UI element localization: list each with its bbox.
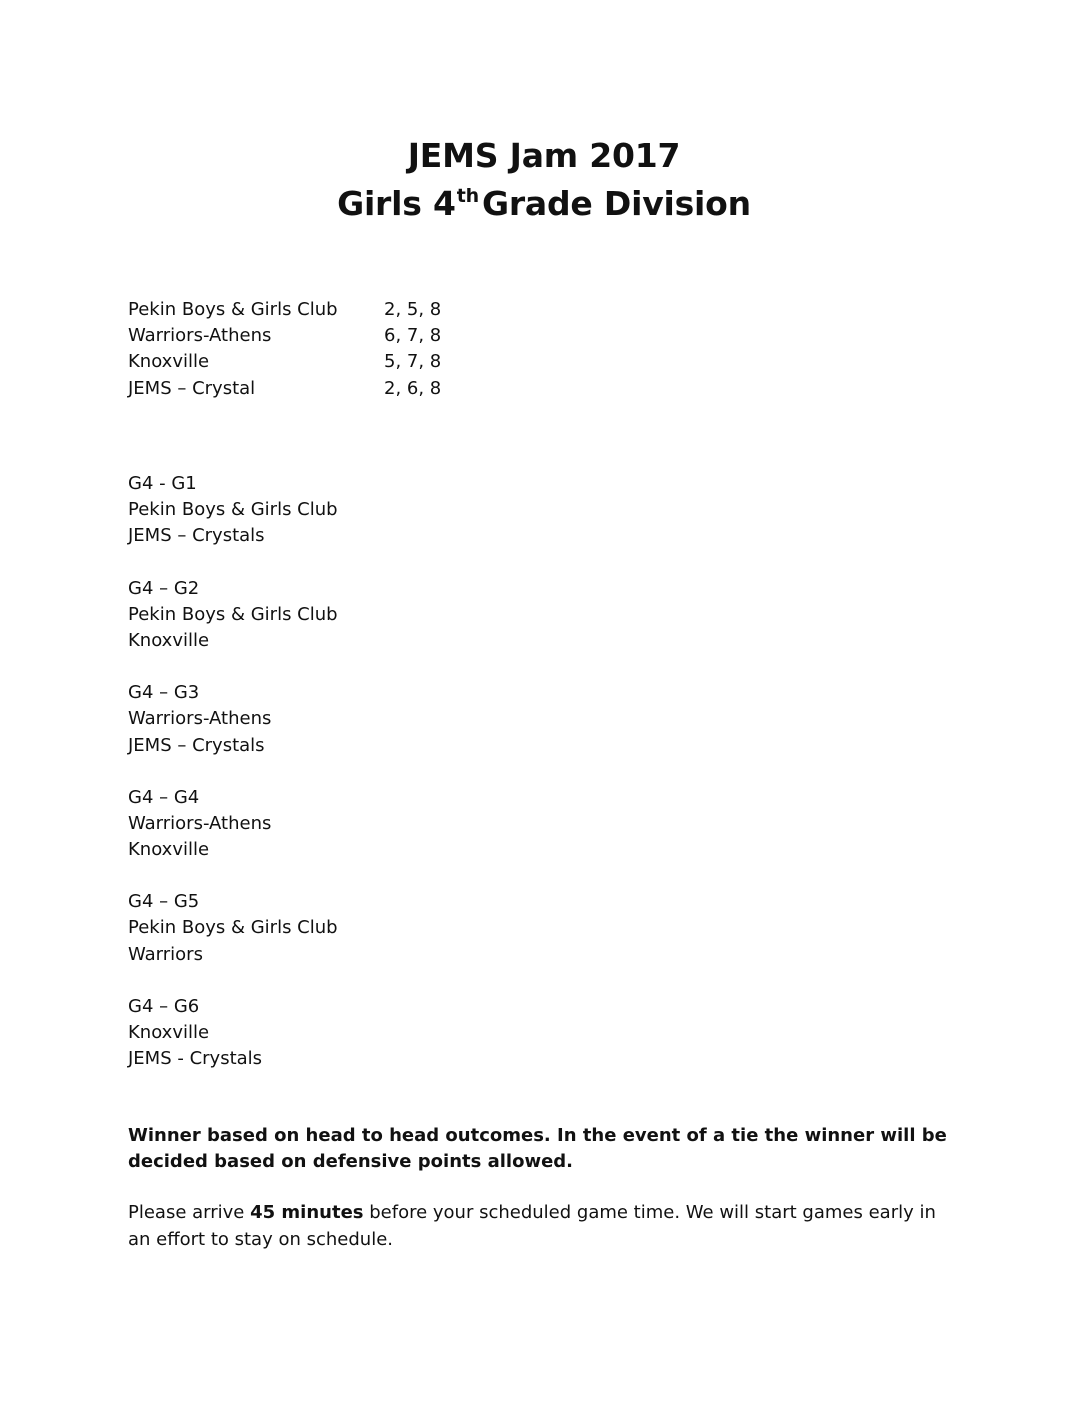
game-team-2: JEMS – Crystals — [128, 525, 265, 547]
title-line-2 — [0, 180, 1088, 233]
game-team-1: Pekin Boys & Girls Club — [128, 499, 338, 521]
team-list — [128, 297, 441, 402]
game-code: G4 – G4 — [128, 786, 200, 808]
document-title — [0, 132, 1088, 233]
title-line-1: JEMS Jam 2017 — [407, 136, 681, 175]
arrival-note — [128, 1200, 948, 1252]
game-team-1: Pekin Boys & Girls Club — [128, 917, 338, 939]
title-division-suffix: Grade Division — [481, 184, 751, 223]
game-code: G4 – G3 — [128, 682, 200, 704]
game-team-1: Warriors-Athens — [128, 708, 272, 730]
game-block — [128, 889, 338, 968]
game-block — [128, 785, 338, 864]
game-block — [128, 576, 338, 655]
team-name: Pekin Boys & Girls Club — [128, 299, 338, 320]
tiebreak-rule: Winner based on head to head outcomes. In the event of a tie the winner will be decided based on defensive points allowed. — [128, 1125, 947, 1173]
game-code: G4 – G6 — [128, 995, 200, 1017]
game-team-1: Knoxville — [128, 1022, 210, 1043]
team-name: JEMS – Crystal — [128, 377, 256, 399]
game-code: G4 – G5 — [128, 891, 200, 913]
team-row — [128, 297, 441, 323]
team-row — [128, 323, 441, 349]
team-game-numbers: 5, 7, 8 — [384, 351, 442, 373]
game-schedule — [128, 471, 338, 1098]
game-team-2: Knoxville — [128, 629, 210, 651]
game-team-1: Pekin Boys & Girls Club — [128, 603, 338, 625]
arrival-note-prefix: Please arrive — [128, 1202, 251, 1224]
team-game-numbers: 6, 7, 8 — [384, 325, 442, 347]
team-row — [128, 349, 441, 375]
game-block — [128, 471, 338, 550]
game-block — [128, 994, 338, 1073]
game-code: G4 – G2 — [128, 577, 200, 599]
title-division-prefix: Girls 4 — [337, 184, 456, 223]
game-team-2: JEMS – Crystals — [128, 734, 265, 756]
arrival-time: 45 minutes — [250, 1202, 364, 1224]
team-name: Warriors-Athens — [128, 325, 272, 347]
arrival-note-suffix: before your scheduled game time. We will start games early in an effort to stay on schedule. — [128, 1202, 936, 1250]
notes-section — [128, 1123, 948, 1253]
game-team-2: JEMS - Crystals — [128, 1048, 263, 1070]
title-ordinal-suffix: th — [456, 185, 479, 207]
team-game-numbers: 2, 5, 8 — [384, 299, 442, 320]
game-team-2: Knoxville — [128, 839, 210, 861]
game-code: G4 - G1 — [128, 473, 197, 494]
team-game-numbers: 2, 6, 8 — [384, 377, 442, 399]
game-team-1: Warriors-Athens — [128, 812, 272, 834]
team-row — [128, 376, 441, 402]
team-name: Knoxville — [128, 351, 210, 373]
game-block — [128, 680, 338, 759]
game-team-2: Warriors — [128, 943, 203, 965]
